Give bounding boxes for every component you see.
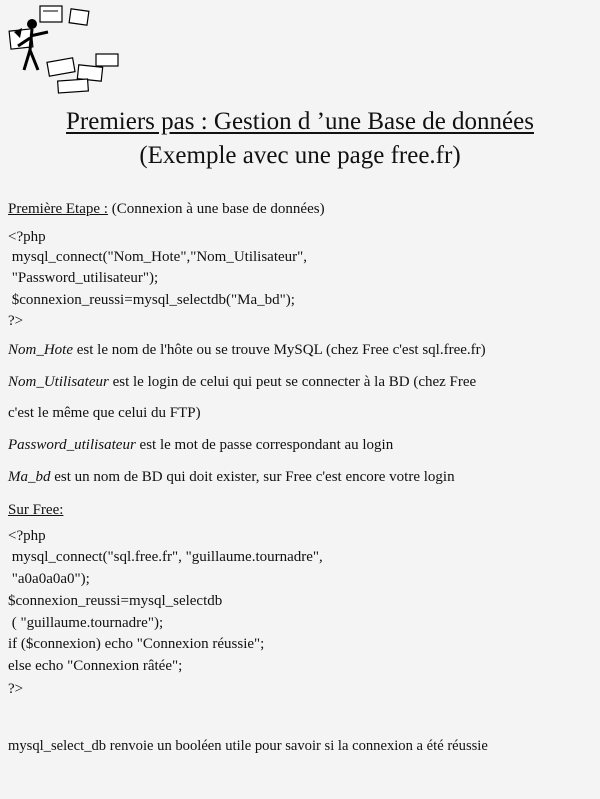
etape1-text: (Connexion à une base de données) (107, 201, 325, 217)
free-label: Sur Free: (8, 502, 64, 518)
etape1-line (8, 200, 325, 218)
def-util-text: est le login de celui qui peut se connecter à la BD (chez Free (108, 374, 477, 390)
footer-note: mysql_select_db renvoie un booléen utile pour savoir si la connexion a été réussie (8, 738, 488, 754)
def-util-line-2: c'est le même que celui du FTP) (8, 405, 201, 421)
def-hote-text: est le nom de l'hôte ou se trouve MySQL (chez Free c'est sql.free.fr) (73, 342, 486, 358)
code2-line-3: "a0a0a0a0"); (8, 571, 90, 587)
code1-line-3: "Password_utilisateur"); (8, 270, 159, 286)
def-pass-text: est le mot de passe correspondant au login (135, 437, 394, 453)
code2-line-4: $connexion_reussi=mysql_selectdb (8, 593, 223, 609)
code1-line-4: $connexion_reussi=mysql_selectdb("Ma_bd"); (8, 292, 295, 308)
def-util (8, 373, 476, 391)
def-pass (8, 436, 393, 454)
code2-line-1: <?php (8, 528, 46, 544)
def-hote-term: Nom_Hote (8, 342, 73, 358)
code2-line-7: else echo "Connexion râtée"; (8, 658, 183, 674)
document-subtitle: (Exemple avec une page free.fr) (139, 142, 461, 169)
code2-line-6: if ($connexion) echo "Connexion réussie"; (8, 636, 265, 652)
def-bd-text: est un nom de BD qui doit exister, sur Free c'est encore votre login (50, 469, 455, 485)
etape1-label: Première Etape : (8, 201, 108, 217)
def-util-term: Nom_Utilisateur (8, 374, 109, 390)
person-with-papers-clipart (8, 2, 128, 98)
code1-line-5: ?> (8, 313, 24, 329)
def-bd-term: Ma_bd (8, 469, 51, 485)
def-pass-term: Password_utilisateur (8, 437, 136, 453)
code1-line-1: <?php (8, 229, 46, 245)
code2-line-5: ( "guillaume.tournadre"); (8, 615, 164, 631)
code2-line-8: ?> (8, 681, 24, 697)
code1-line-2: mysql_connect("Nom_Hote","Nom_Utilisateur", (8, 249, 308, 265)
def-bd (8, 468, 455, 486)
def-hote (8, 341, 486, 359)
code2-line-2: mysql_connect("sql.free.fr", "guillaume.tournadre", (8, 549, 323, 565)
document-title: Premiers pas : Gestion d ’une Base de données (66, 108, 534, 135)
